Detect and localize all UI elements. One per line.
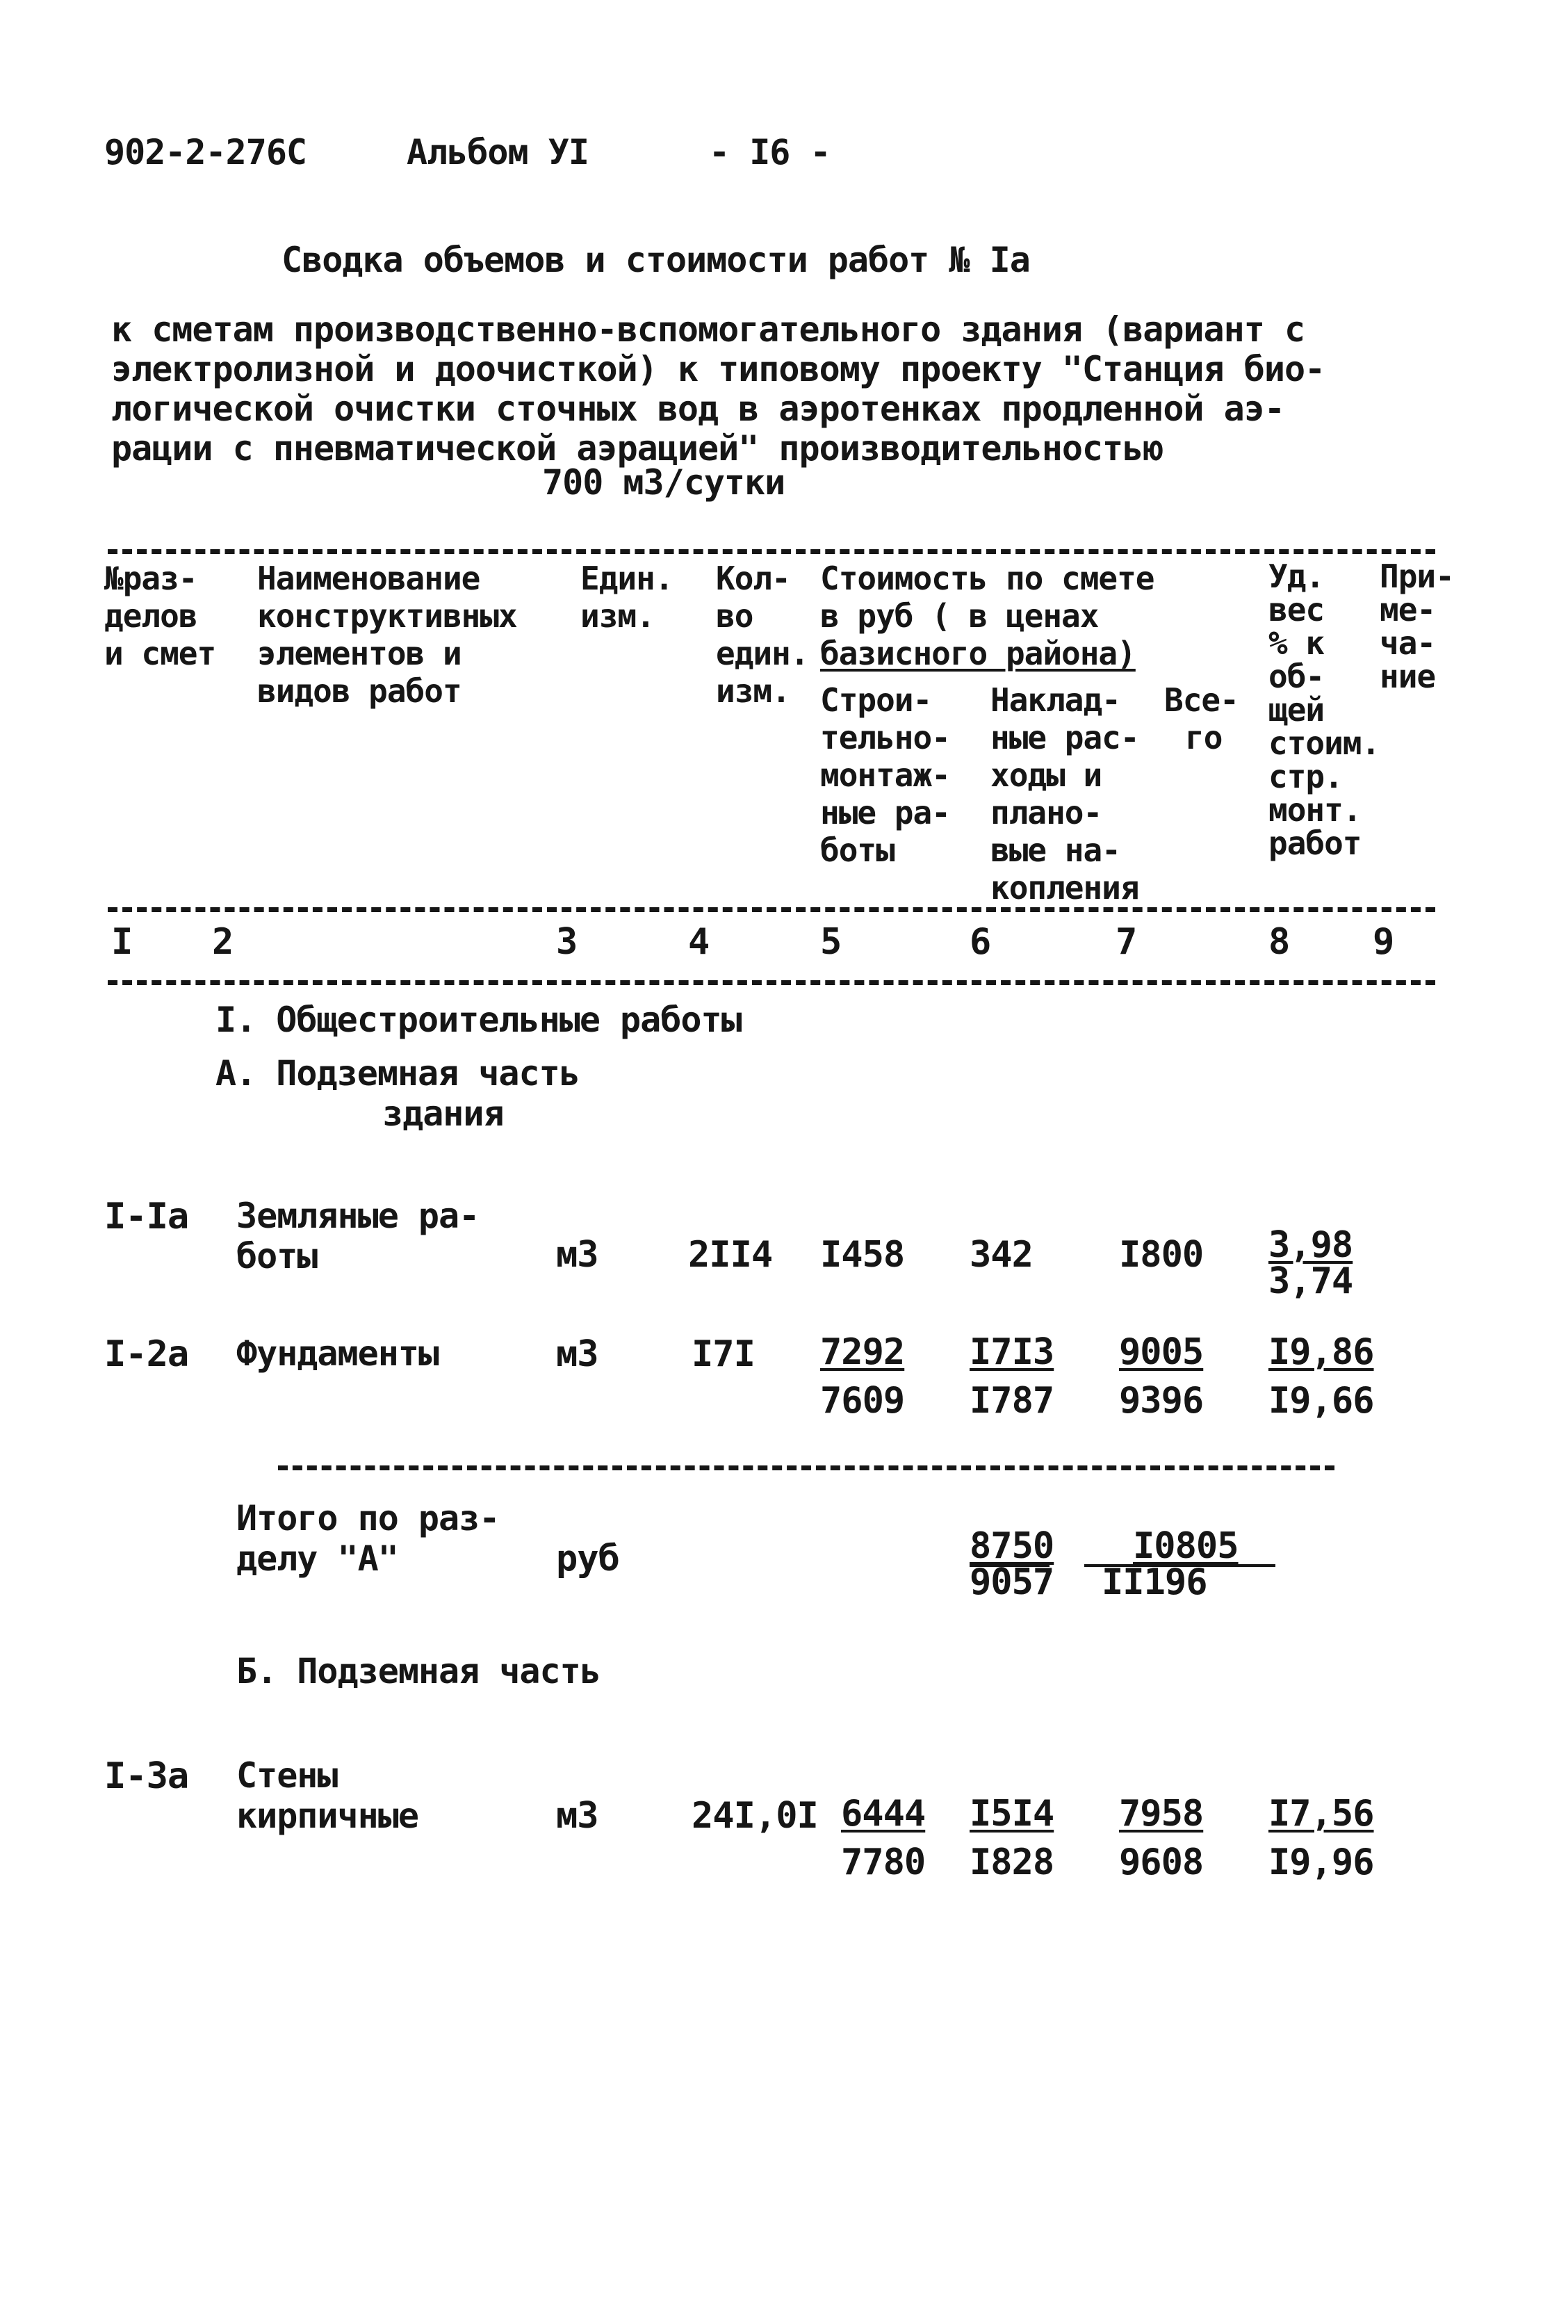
col-number-9: 9 (1373, 921, 1394, 963)
col8-header-line: % к (1268, 624, 1325, 662)
row-c7-bottom: 9396 (1119, 1380, 1204, 1422)
col-number-5: 5 (820, 921, 842, 963)
row-c6-fraction (970, 1789, 1054, 1887)
row-c8-fraction (1268, 1789, 1374, 1887)
row-qty: 2II4 (688, 1234, 773, 1276)
row-c6-bottom: I787 (970, 1380, 1054, 1422)
col6-header-line: вые на- (990, 831, 1120, 869)
col8-header-line: работ (1268, 824, 1362, 862)
subsection-b-heading: Б. Подземная часть (236, 1651, 601, 1691)
subsection-a-line: А. Подземная часть (215, 1053, 580, 1094)
total-a-v2-bottom: II196 (1102, 1561, 1207, 1603)
col-number-4: 4 (688, 921, 710, 963)
col3-header-line: изм. (580, 597, 655, 635)
col1-header (104, 560, 215, 672)
row-code: I-2а (104, 1333, 189, 1375)
row-code: I-Iа (104, 1196, 189, 1237)
col5-header-line: тельно- (820, 719, 950, 756)
col5-header (820, 681, 950, 869)
col9-header-line: ме- (1380, 591, 1436, 628)
total-a-label (236, 1498, 499, 1579)
col4-header-line: Кол- (716, 560, 790, 597)
row-qty: 24I,0I (692, 1795, 818, 1837)
col9-header-line: ние (1380, 658, 1436, 695)
row-c5-bottom: 7609 (820, 1380, 905, 1422)
row-name-line: Земляные ра- (236, 1196, 480, 1236)
col8-header-line: об- (1268, 658, 1325, 695)
cost-group-header-line: базисного района) (820, 635, 1136, 672)
col7-header (1164, 681, 1239, 756)
col6-header-line: ные рас- (990, 719, 1139, 756)
col8-header-line: стоим. (1268, 724, 1380, 762)
row-c6-bottom: I828 (970, 1842, 1054, 1883)
row-name (236, 1196, 479, 1276)
row-unit: м3 (556, 1234, 598, 1276)
col-number-2: 2 (212, 921, 234, 963)
row-c8-top: I7,56 (1268, 1793, 1374, 1835)
col-number-6: 6 (970, 921, 991, 963)
row-c5-top: 6444 (841, 1793, 926, 1835)
cost-group-header-line: в руб ( в ценах (820, 597, 1099, 635)
col7-header-line: Все- (1164, 681, 1239, 719)
row-c8-bottom: I9,96 (1268, 1842, 1374, 1883)
col6-header-line: ходы и (990, 756, 1102, 794)
row-unit: м3 (556, 1795, 598, 1837)
col3-header-line: Един. (580, 560, 673, 597)
col2-header-line: видов работ (257, 672, 462, 710)
row-c8-bottom: 3,74 (1268, 1260, 1353, 1302)
col8-header-line: Уд. (1268, 558, 1325, 595)
row-c7: I800 (1119, 1234, 1204, 1276)
col1-header-line: и смет (104, 635, 216, 672)
section-heading: I. Общестроительные работы (215, 1000, 742, 1040)
col-number-7: 7 (1116, 921, 1137, 963)
table-top-rule (108, 549, 1435, 554)
album-label: Альбом УI (407, 132, 589, 172)
description-line-4: рации с пневматической аэрацией" производительностью (111, 428, 1163, 469)
col4-header-line: един. (716, 635, 809, 672)
total-a-label-line: делу "А" (236, 1538, 398, 1579)
cost-group-header (820, 560, 1154, 672)
total-a-v2-fraction-line (1084, 1564, 1275, 1567)
col4-header-line: изм. (716, 672, 790, 710)
row-qty: I7I (692, 1333, 755, 1375)
col2-header (257, 560, 517, 710)
subsection-a-heading (215, 1053, 580, 1134)
col5-header-line: монтаж- (820, 756, 950, 794)
col9-header (1380, 560, 1454, 693)
row-c8-top: I9,86 (1268, 1331, 1374, 1373)
description-line-5: 700 м3/сутки (542, 462, 785, 503)
row-c7-top: 9005 (1119, 1331, 1204, 1373)
row-c5-fraction (820, 1328, 904, 1425)
row-c8-fraction (1268, 1328, 1374, 1425)
total-a-unit: руб (556, 1538, 619, 1579)
col3-header (580, 560, 673, 635)
col8-header-line: вес (1268, 591, 1325, 628)
col1-header-line: делов (104, 597, 197, 635)
row-c7-fraction (1119, 1328, 1203, 1425)
col6-header (990, 681, 1139, 907)
row-c6-top: I7I3 (970, 1331, 1054, 1373)
col2-header-line: Наименование (257, 560, 480, 597)
col5-header-line: боты (820, 831, 895, 869)
row-c6-top: I5I4 (970, 1793, 1054, 1835)
total-a-v1-fraction-line (970, 1564, 1050, 1567)
col9-header-line: При- (1380, 558, 1454, 595)
subtotal-rule (278, 1465, 1334, 1470)
col2-header-line: конструктивных (257, 597, 517, 635)
col-number-1: I (111, 921, 133, 963)
description-line-2: электролизной и доочисткой) к типовому проекту "Станция био- (111, 349, 1325, 389)
total-a-v1-top: 8750 (970, 1525, 1054, 1567)
row-unit: м3 (556, 1333, 598, 1375)
row-c6-fraction (970, 1328, 1054, 1425)
col5-header-line: Строи- (820, 681, 932, 719)
col5-header-line: ные ра- (820, 794, 950, 831)
col8-header-line: стр. (1268, 758, 1343, 795)
col8-header-line: щей (1268, 691, 1325, 729)
row-name: Фундаменты (236, 1333, 439, 1374)
row-c8-bottom: I9,66 (1268, 1380, 1374, 1422)
row-c7-bottom: 9608 (1119, 1842, 1204, 1883)
numbers-bottom-rule (108, 980, 1435, 985)
col-number-8: 8 (1268, 921, 1290, 963)
col6-header-line: копления (990, 869, 1139, 907)
subsection-a-line: здания (382, 1094, 504, 1134)
col4-header (716, 560, 808, 710)
row-c5-fraction (841, 1789, 925, 1887)
col6-header-line: плано- (990, 794, 1102, 831)
row-name-line: кирпичные (236, 1796, 418, 1836)
row-name-line: Стены (236, 1755, 338, 1796)
col-number-3: 3 (556, 921, 578, 963)
row-c8-top: 3,98 (1268, 1224, 1353, 1266)
total-a-v1-bottom: 9057 (970, 1561, 1054, 1603)
page-number: - I6 - (709, 132, 831, 172)
total-a-label-line: Итого по раз- (236, 1498, 500, 1538)
document-title: Сводка объемов и стоимости работ № Iа (281, 240, 1030, 280)
row-c8-fraction (1268, 1224, 1353, 1302)
row-name-line: боты (236, 1236, 318, 1276)
row-c7-top: 7958 (1119, 1793, 1204, 1835)
col2-header-line: элементов и (257, 635, 462, 672)
row-c5-bottom: 7780 (841, 1842, 926, 1883)
row-c6: 342 (970, 1234, 1033, 1276)
row-name (236, 1755, 418, 1836)
row-code: I-3а (104, 1755, 189, 1797)
col9-header-line: ча- (1380, 624, 1436, 662)
document-code: 902-2-276С (104, 132, 307, 172)
header-bottom-rule (108, 907, 1435, 912)
col7-header-line: го (1185, 719, 1223, 756)
description-line-1: к сметам производственно-вспомогательного здания (вариант с (111, 309, 1305, 350)
total-a-v2-top: I0805 (1133, 1525, 1239, 1567)
row-c7-fraction (1119, 1789, 1203, 1887)
row-c5: I458 (820, 1234, 905, 1276)
cost-group-header-line: Стоимость по смете (820, 560, 1154, 597)
description-line-3: логической очистки сточных вод в аэротенках продленной аэ- (111, 389, 1284, 429)
col8-header (1268, 560, 1380, 860)
col6-header-line: Наклад- (990, 681, 1120, 719)
col1-header-line: №раз- (104, 560, 197, 597)
col8-header-line: монт. (1268, 791, 1362, 829)
row-c5-top: 7292 (820, 1331, 905, 1373)
col4-header-line: во (716, 597, 753, 635)
